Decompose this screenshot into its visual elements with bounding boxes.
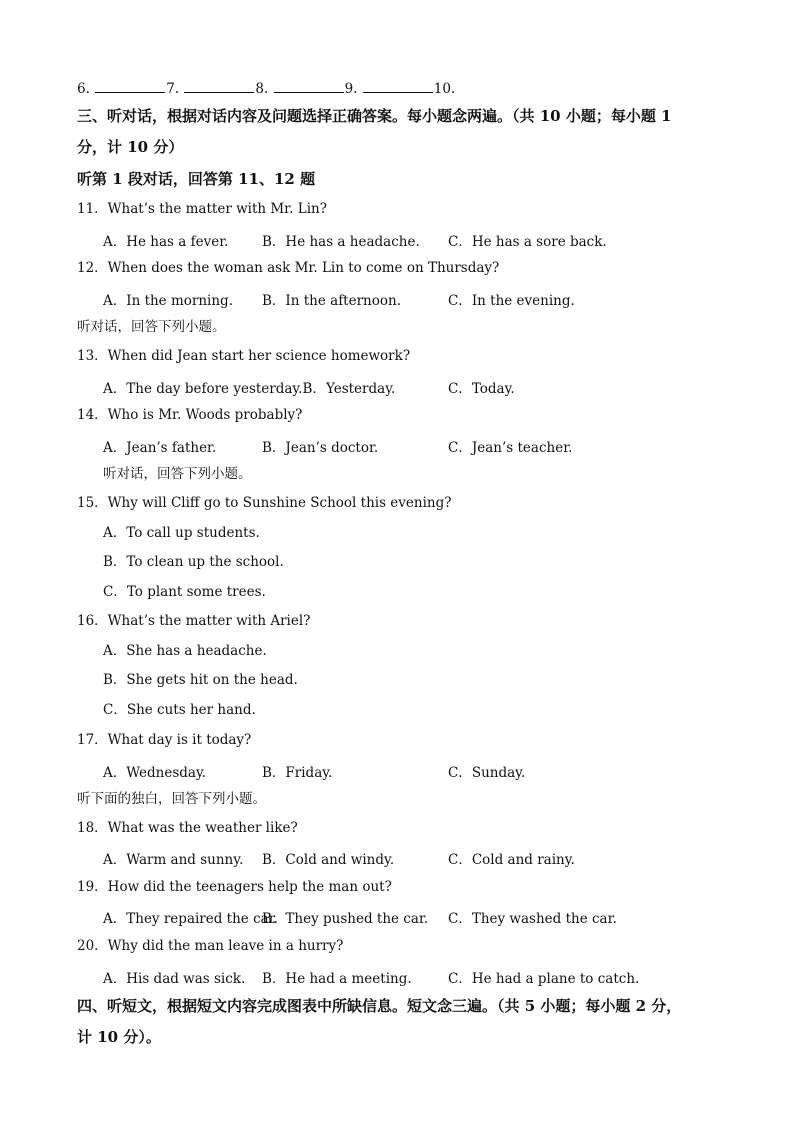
option-17-a[interactable]: A．Wednesday. <box>103 765 207 781</box>
options-17 <box>103 761 800 779</box>
option-13-a-b[interactable]: A．The day before yesterday.B．Yesterday. <box>103 381 396 397</box>
question-17: 17．What day is it today? <box>77 732 252 748</box>
question-14: 14．Who is Mr. Woods probably? <box>77 407 303 423</box>
dialog-1-label: 听第 1 段对话，回答第 11、12 题 <box>77 170 316 188</box>
question-15: 15．Why will Cliff go to Sunshine School this evening? <box>77 495 452 511</box>
option-11-b[interactable]: B．He has a headache. <box>262 234 420 250</box>
option-14-b[interactable]: B．Jean’s doctor. <box>262 440 379 456</box>
option-19-c[interactable]: C．They washed the car. <box>448 911 617 927</box>
option-17-c[interactable]: C．Sunday. <box>448 765 526 781</box>
option-16-a[interactable]: A．She has a headache. <box>103 643 267 659</box>
option-15-b[interactable]: B．To clean up the school. <box>103 554 284 570</box>
question-11: 11．What’s the matter with Mr. Lin? <box>77 201 327 217</box>
blank-label-8: 8. <box>255 81 269 97</box>
question-16: 16．What’s the matter with Ariel? <box>77 613 311 629</box>
option-11-a[interactable]: A．He has a fever. <box>103 234 229 250</box>
instruction-listen-monologue: 听下面的独白，回答下列小题。 <box>77 791 266 807</box>
option-19-a[interactable]: A．They repaired the car. <box>103 911 278 927</box>
section-4-heading-cont: 计 10 分）。 <box>77 1028 161 1046</box>
question-13: 13．When did Jean start her science homework? <box>77 348 411 364</box>
answer-blank-8[interactable] <box>274 78 344 93</box>
answer-blanks-6-10 <box>77 78 455 98</box>
option-15-c[interactable]: C．To plant some trees. <box>103 584 266 600</box>
blank-label-10: 10. <box>433 81 456 97</box>
question-20: 20．Why did the man leave in a hurry? <box>77 938 344 954</box>
options-12 <box>103 289 800 307</box>
question-18: 18．What was the weather like? <box>77 820 298 836</box>
options-18 <box>103 848 800 866</box>
option-18-b[interactable]: B．Cold and windy. <box>262 852 395 868</box>
option-19-b[interactable]: B．They pushed the car. <box>262 911 429 927</box>
answer-blank-7[interactable] <box>184 78 254 93</box>
answer-blank-6[interactable] <box>95 78 165 93</box>
option-13-c[interactable]: C．Today. <box>448 381 515 397</box>
option-14-c[interactable]: C．Jean’s teacher. <box>448 440 573 456</box>
options-19 <box>103 907 800 925</box>
blank-label-9: 9. <box>344 81 358 97</box>
blank-label-6: 6. <box>77 81 90 97</box>
options-13 <box>103 377 800 395</box>
option-20-b[interactable]: B．He had a meeting. <box>262 971 412 987</box>
question-19: 19．How did the teenagers help the man out? <box>77 879 392 895</box>
option-11-c[interactable]: C．He has a sore back. <box>448 234 607 250</box>
options-11 <box>103 230 800 248</box>
option-18-a[interactable]: A．Warm and sunny. <box>103 852 244 868</box>
option-20-c[interactable]: C．He had a plane to catch. <box>448 971 640 987</box>
options-20 <box>103 967 800 985</box>
option-12-c[interactable]: C．In the evening. <box>448 293 575 309</box>
option-12-a[interactable]: A．In the morning. <box>103 293 233 309</box>
option-12-b[interactable]: B．In the afternoon. <box>262 293 401 309</box>
section-3-heading-cont: 分，计 10 分） <box>77 138 184 156</box>
blank-label-7: 7. <box>166 81 180 97</box>
option-16-b[interactable]: B．She gets hit on the head. <box>103 672 298 688</box>
instruction-listen-dialog-2: 听对话，回答下列小题。 <box>103 466 252 482</box>
instruction-listen-dialog: 听对话，回答下列小题。 <box>77 319 226 335</box>
section-3-heading: 三、听对话，根据对话内容及问题选择正确答案。每小题念两遍。（共 10 小题；每小题 1 <box>77 107 672 125</box>
answer-blank-9[interactable] <box>363 78 433 93</box>
section-4-heading: 四、听短文，根据短文内容完成图表中所缺信息。短文念三遍。（共 5 小题；每小题 2 分， <box>77 997 682 1015</box>
option-15-a[interactable]: A．To call up students. <box>103 525 260 541</box>
option-16-c[interactable]: C．She cuts her hand. <box>103 702 256 718</box>
option-17-b[interactable]: B．Friday. <box>262 765 333 781</box>
options-14 <box>103 436 800 454</box>
option-14-a[interactable]: A．Jean’s father. <box>103 440 217 456</box>
option-18-c[interactable]: C．Cold and rainy. <box>448 852 575 868</box>
question-12: 12．When does the woman ask Mr. Lin to come on Thursday? <box>77 260 500 276</box>
option-20-a[interactable]: A．His dad was sick. <box>103 971 246 987</box>
